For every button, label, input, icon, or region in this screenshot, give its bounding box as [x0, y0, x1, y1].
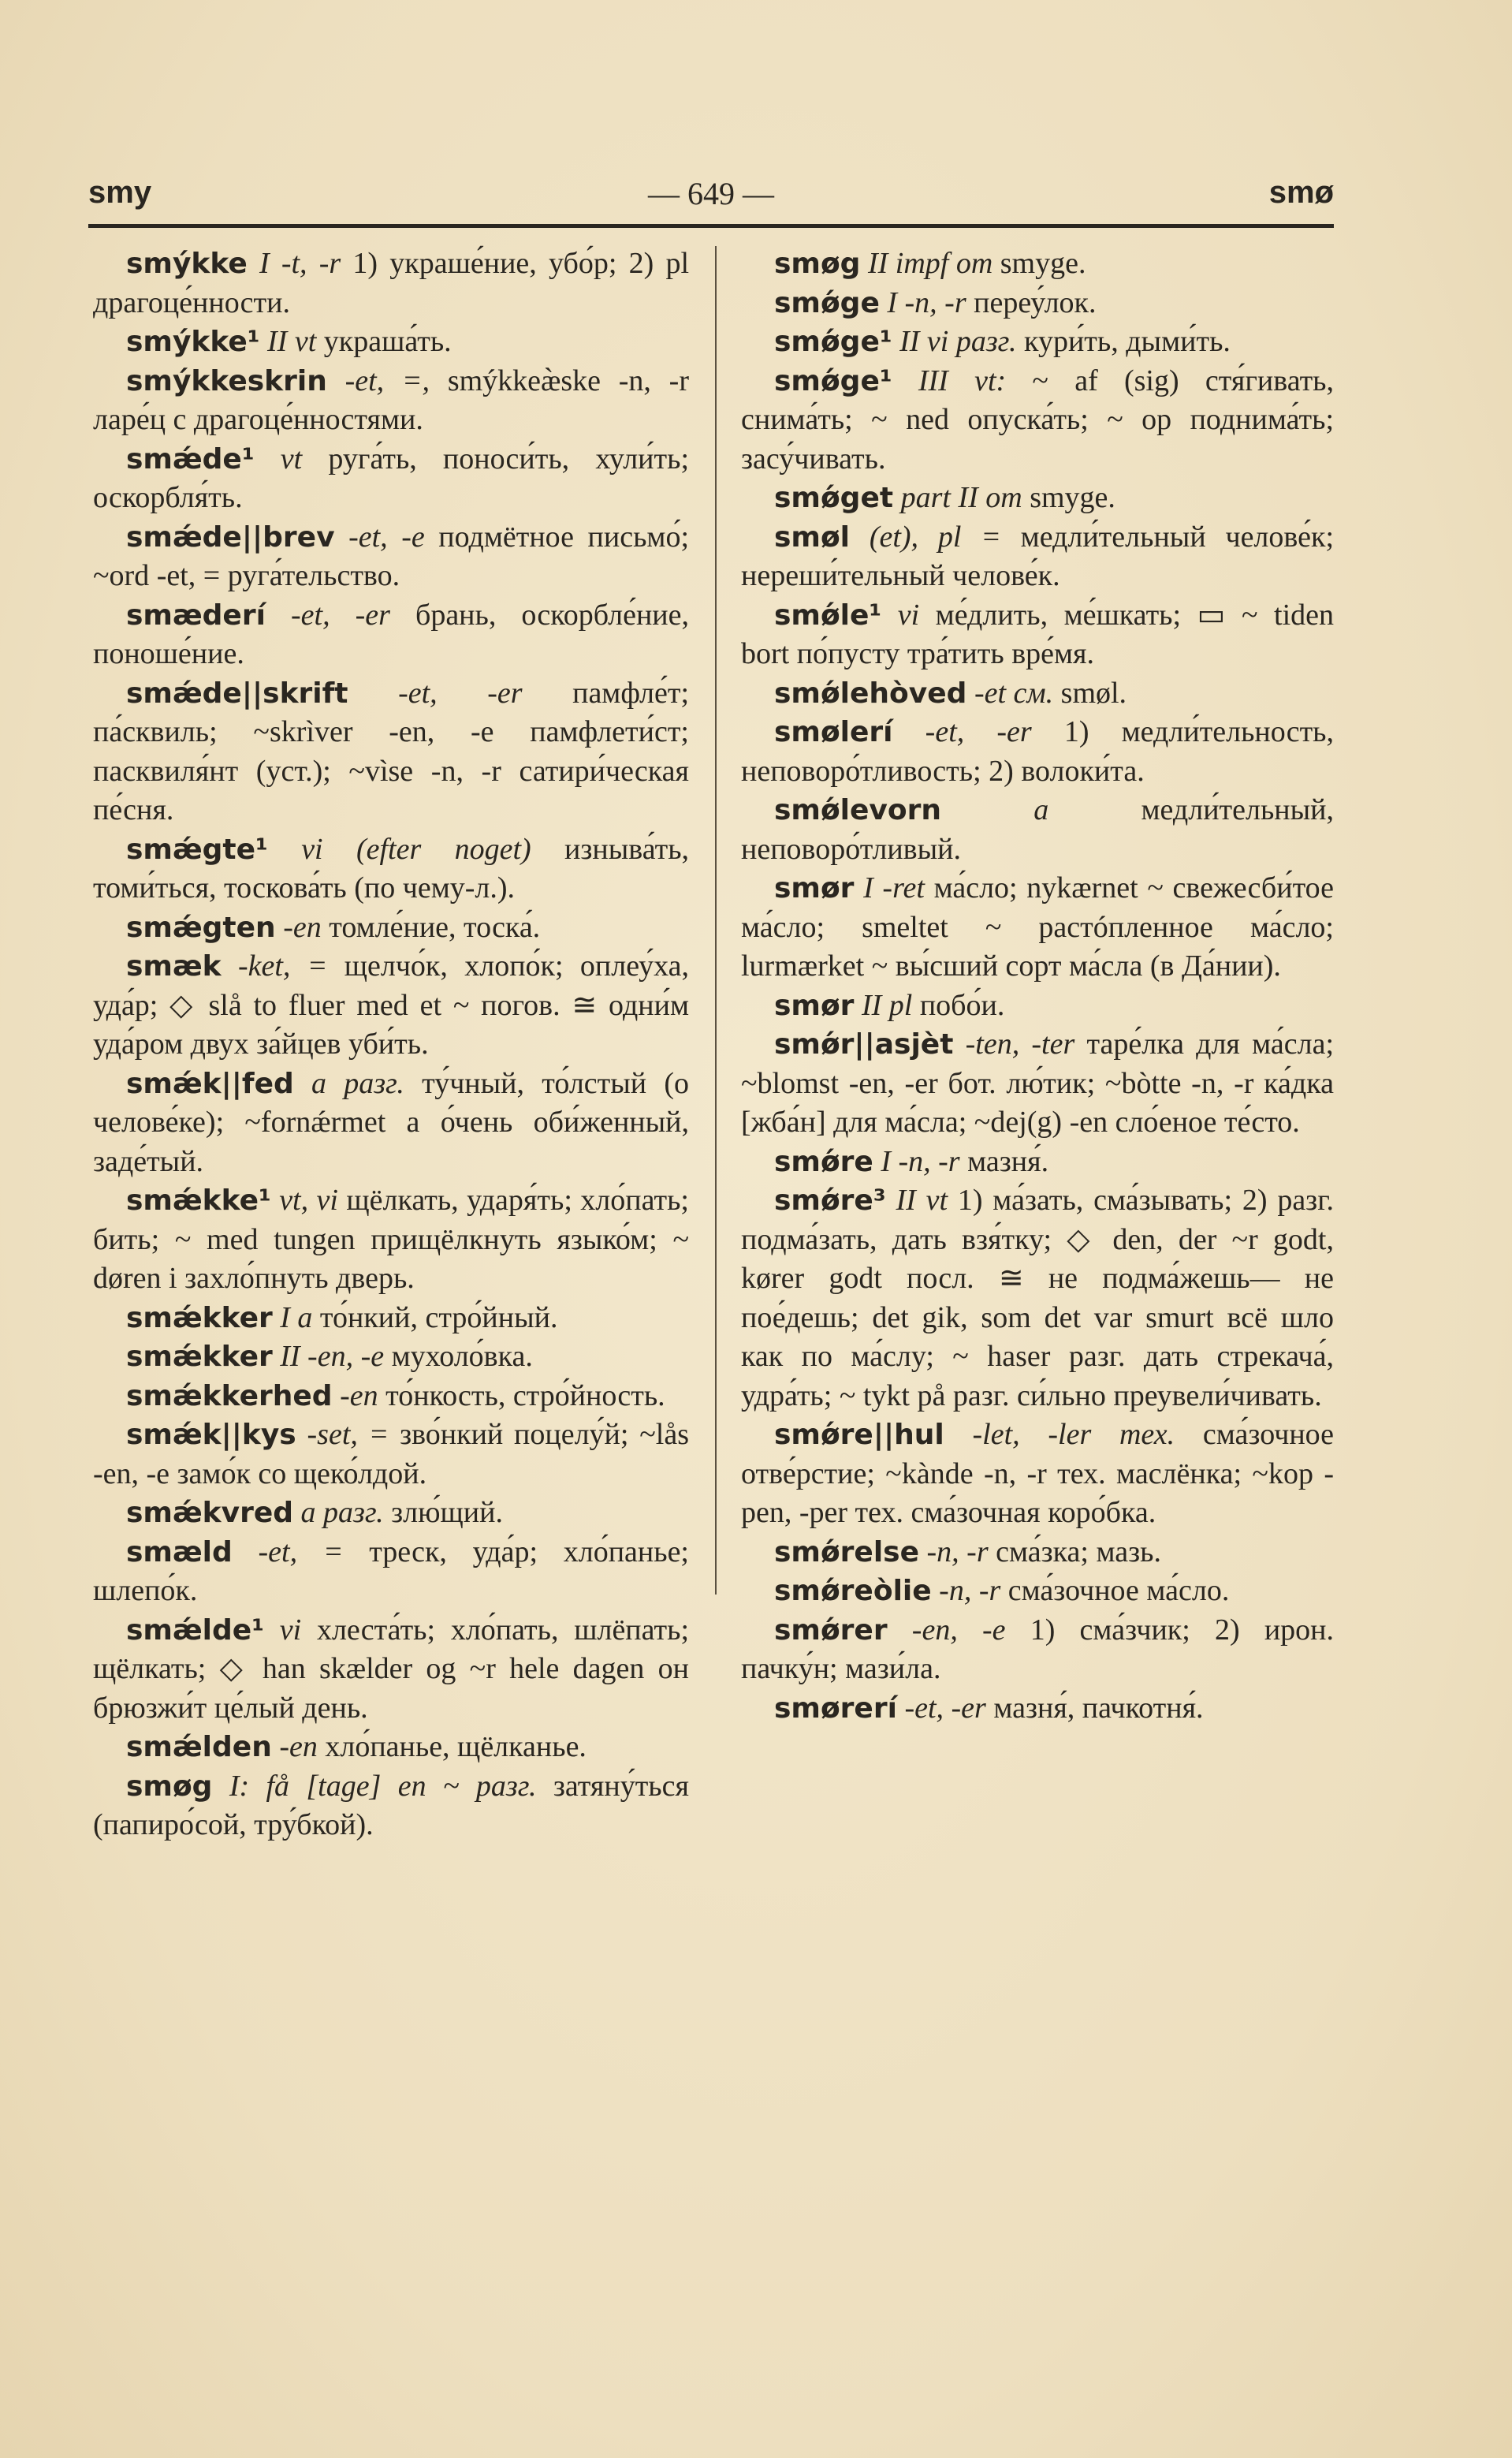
entry-translation: мазня́. [967, 1144, 1049, 1178]
entry-translation: украша́ть. [323, 325, 452, 358]
entry-translation: сма́зка; мазь. [996, 1535, 1161, 1568]
dictionary-entry [741, 674, 1334, 714]
dictionary-entry [93, 1181, 689, 1299]
entry-translation: медли́тельный челове́к; нереши́тельный челове́к. [741, 520, 1334, 592]
dictionary-entry [741, 791, 1334, 869]
dictionary-entry [93, 1767, 689, 1845]
entry-grammar: II vi разг. [899, 325, 1017, 358]
entry-grammar: -en [279, 1730, 318, 1763]
entry-grammar: -let, -ler тех. [972, 1418, 1175, 1451]
dictionary-entry [741, 1611, 1334, 1689]
entry-headword: smǽk||kys [126, 1419, 296, 1451]
dictionary-entry [93, 674, 689, 830]
dictionary-entry [93, 362, 689, 440]
entry-translation: сма́зочное ма́сло. [1007, 1574, 1230, 1607]
entry-translation: ту́чный, то́лстый (о челове́ке); ~fornǽrmet a о́чень оби́женный, заде́тый. [93, 1066, 690, 1178]
entry-grammar: -en [340, 1378, 378, 1412]
entry-headword: smøg [126, 1770, 213, 1803]
dictionary-entry [93, 596, 689, 674]
entry-headword: smýkke [126, 248, 248, 280]
entry-translation: smyge. [1030, 481, 1115, 514]
entry-grammar: vt [280, 442, 303, 476]
entry-grammar: I -t, -r [259, 247, 341, 280]
entry-grammar: I -n, -r [881, 1144, 960, 1178]
entry-grammar: -set, = [307, 1418, 389, 1451]
entry-headword: smǿget [774, 482, 894, 514]
entry-translation: 1) украше́ние, убо́р; 2) pl драгоце́нности. [93, 247, 690, 319]
dictionary-entry [741, 1533, 1334, 1572]
dictionary-entry [93, 1337, 689, 1377]
dictionary-entry [741, 1143, 1334, 1182]
entry-headword: smǿr||asjèt [774, 1028, 954, 1061]
entry-translation: то́нкий, стро́йный. [319, 1300, 558, 1334]
entry-translation: мазня́, пачкотня́. [993, 1691, 1204, 1725]
entry-headword: smǽlde¹ [126, 1613, 264, 1647]
header-right-guideword: smø [1268, 175, 1334, 210]
entry-grammar: vt, vi [279, 1184, 338, 1217]
dictionary-entry [93, 244, 689, 323]
dictionary-entry [741, 479, 1334, 518]
left-column [93, 244, 689, 1845]
entry-translation: хлеста́ть; хло́пать, шлёпать; щёлкать; ◇ han skælder og ~r hele dagen он брюзжи́т це́лый день. [93, 1613, 690, 1725]
entry-grammar: II vt [896, 1184, 948, 1217]
entry-grammar: II vt [267, 325, 317, 358]
dictionary-entry [741, 1025, 1334, 1143]
entry-headword: smǽde||skrift [126, 677, 348, 710]
entry-translation: ~ af (sig) стя́гивать, снима́ть; ~ ned опуска́ть; ~ op поднима́ть; засу́чивать. [741, 364, 1335, 476]
entry-headword: smǿlevorn [774, 794, 942, 826]
entry-grammar: -en [283, 910, 322, 944]
entry-headword: smǽk||fed [126, 1067, 294, 1100]
entry-grammar: a [1033, 793, 1049, 826]
entry-headword: smǽkvred [126, 1497, 294, 1529]
dictionary-entry [93, 323, 689, 362]
dictionary-entry [93, 518, 689, 596]
dictionary-entry [741, 1572, 1334, 1611]
entry-grammar: -et см. [974, 676, 1054, 710]
entry-translation: затяну́ться (папиро́сой, тру́бкой). [93, 1769, 689, 1841]
entry-translation: таре́лка для ма́сла; ~blomst -en, -er бот. лю́тик; ~bòtte -n, -r ка́дка [жба́н] для ма́сла; ~dej(g) -en сло́еное те́сто. [741, 1028, 1335, 1139]
entry-translation: переу́лок. [974, 285, 1097, 319]
dictionary-entry [93, 830, 689, 908]
dictionary-entry [741, 713, 1334, 791]
entry-grammar: -en, -e [911, 1613, 1006, 1647]
entry-translation: smøl. [1060, 676, 1127, 710]
column-divider [715, 246, 717, 1595]
entry-headword: smǿge [774, 286, 880, 319]
entry-translation: хло́панье, щёлканье. [325, 1730, 587, 1763]
dictionary-entry [93, 1299, 689, 1338]
entry-translation: томле́ние, тоска́. [329, 910, 541, 944]
entry-translation: smyge. [1000, 247, 1086, 280]
entry-headword: smǽde||brev [126, 520, 335, 554]
dictionary-entry [93, 1728, 689, 1767]
entry-translation: побо́и. [919, 988, 1005, 1022]
dictionary-entry [93, 1611, 689, 1729]
entry-grammar: -et, -er [925, 715, 1032, 748]
dictionary-entry [741, 1415, 1334, 1533]
entry-headword: smǿrer [774, 1613, 888, 1647]
page-number: — 649 — [648, 176, 774, 211]
entry-translation: сма́зочное отве́рстие; ~kànde -n, -r тех. маслёнка; ~kop -pen, -per тех. сма́зочная коро́бка. [741, 1418, 1335, 1529]
entry-grammar: -et, -er [398, 676, 523, 710]
entry-translation: smýkkeæ̀ske -n, -r ларе́ц с драгоце́нностями. [93, 364, 689, 436]
entry-grammar: -ket, = [237, 949, 328, 983]
entry-headword: smæderí [126, 599, 266, 632]
entry-grammar: I a [280, 1300, 313, 1334]
dictionary-entry [93, 1494, 689, 1533]
dictionary-entry [741, 284, 1334, 323]
entry-headword: smør [774, 989, 855, 1022]
entry-headword: smølerí [774, 716, 893, 748]
dictionary-entry [93, 1533, 689, 1611]
entry-headword: smǿge¹ [774, 364, 892, 397]
entry-translation: изныва́ть, томи́ться, тоскова́ть (по чему-л.). [93, 832, 690, 904]
entry-grammar: -n, -r [939, 1574, 1001, 1607]
dictionary-entry [741, 1181, 1334, 1415]
entry-grammar: II -en, -e [280, 1340, 385, 1373]
dictionary-entry [93, 1415, 689, 1494]
right-column [741, 244, 1334, 1728]
entry-headword: smǿreòlie [774, 1575, 932, 1607]
entry-headword: smǿlehòved [774, 677, 967, 710]
entry-headword: smøg [774, 248, 861, 280]
entry-translation: мухоло́вка. [391, 1340, 533, 1373]
dictionary-entry [741, 596, 1334, 674]
entry-headword: smǿre³ [774, 1184, 886, 1217]
entry-grammar: I: få [tage] en ~ разг. [229, 1769, 537, 1803]
entry-grammar: I -ret [863, 871, 925, 904]
entry-headword: smǽgte¹ [126, 833, 268, 866]
entry-headword: smør [774, 872, 855, 904]
entry-translation: брань, оскорбле́ние, поноше́ние. [93, 598, 689, 670]
entry-grammar: -n, -r [926, 1535, 989, 1568]
entry-headword: smørerí [774, 1692, 897, 1725]
entry-grammar: part II om [900, 481, 1022, 514]
entry-headword: smǿrelse [774, 1535, 920, 1568]
entry-translation: щелчо́к, хлопо́к; оплеу́ха, уда́р; ◇ slå to fluer med et ~ погов. ≅ одни́м уда́ром двух за́йцев уби́ть. [93, 949, 689, 1061]
entry-grammar: a разг. [311, 1066, 404, 1100]
entry-grammar: a разг. [300, 1496, 384, 1529]
entry-headword: smýkke¹ [126, 326, 260, 358]
entry-translation: зво́нкий поцелу́й; ~lås -en, -e замо́к со щеко́лдой. [93, 1418, 689, 1490]
entry-translation: то́нкость, стро́йность. [385, 1378, 665, 1412]
entry-translation: подмётное письмо́; ~ord -et, = руга́тельство. [93, 520, 690, 592]
entry-headword: smǿre [774, 1145, 873, 1178]
entry-grammar: -et, -e [348, 520, 425, 554]
entry-translation: руга́ть, поноси́ть, хули́ть; оскорбля́ть. [93, 442, 690, 514]
entry-translation: треск, уда́р; хло́панье; шлепо́к. [93, 1535, 689, 1607]
dictionary-entry [93, 1377, 689, 1416]
entry-headword: smæld [126, 1535, 233, 1568]
entry-headword: smǽkke¹ [126, 1184, 271, 1217]
dictionary-entry [741, 987, 1334, 1026]
entry-headword: smǽgten [126, 911, 276, 944]
entry-grammar: vi [897, 598, 920, 632]
entry-translation: злю́щий. [391, 1496, 503, 1529]
entry-headword: smýkkeskrin [126, 364, 327, 397]
entry-grammar: -ten, -ter [965, 1028, 1075, 1061]
entry-translation: щёлкать, ударя́ть; хло́пать; бить; ~ med tungen прищёлкнуть языко́м; ~ døren i захло́пнуть дверь. [93, 1184, 689, 1295]
entry-translation: ма́сло; nykærnet ~ свежесби́тое ма́сло; smeltet ~ растóпленное ма́сло; lurmærket ~ вы́сший сорт ма́сла (в Да́нии). [741, 871, 1335, 983]
entry-translation: памфле́т; па́сквиль; ~skrìver -en, -e памфлети́ст; пасквиля́нт (уст.); ~vìse -n, -r сатири́ческая пе́сня. [93, 676, 690, 826]
entry-headword: smǿge¹ [774, 326, 892, 358]
entry-grammar: III vt: [918, 364, 1007, 397]
entry-headword: smǿre||hul [774, 1419, 944, 1451]
entry-headword: smǿle¹ [774, 599, 882, 632]
entry-headword: smæk [126, 950, 222, 983]
entry-headword: smǽkkerhed [126, 1379, 333, 1412]
entry-grammar: vi (efter noget) [301, 832, 531, 866]
dictionary-entry [741, 244, 1334, 284]
entry-translation: 1) медли́тельность, неповоро́тливость; 2) волоки́та. [741, 715, 1335, 788]
header-rule [88, 224, 1334, 228]
header-left-guideword: smy [88, 175, 152, 210]
dictionary-entry [93, 440, 689, 518]
dictionary-entry [93, 947, 689, 1065]
page-header [88, 175, 1334, 222]
dictionary-entry [741, 362, 1334, 479]
dictionary-entry [741, 323, 1334, 362]
entry-grammar: II pl [861, 988, 913, 1022]
entry-grammar: I -n, -r [887, 285, 966, 319]
entry-grammar: -et, -er [904, 1691, 986, 1725]
entry-headword: smǽlden [126, 1731, 272, 1763]
entry-grammar: -et, =, [344, 364, 430, 397]
dictionary-entry [93, 908, 689, 948]
entry-translation: кури́ть, дыми́ть. [1024, 325, 1231, 358]
entry-grammar: -et, -er [291, 598, 390, 632]
entry-grammar: (et), pl = [869, 520, 1001, 554]
entry-grammar: -et, = [258, 1535, 344, 1568]
entry-grammar: II impf om [867, 247, 993, 280]
entry-headword: smøl [774, 520, 851, 554]
entry-grammar: vi [279, 1613, 302, 1647]
entry-headword: smǽkker [126, 1301, 273, 1334]
dictionary-entry [741, 1689, 1334, 1729]
entry-headword: smǽde¹ [126, 442, 255, 476]
dictionary-entry [93, 1065, 689, 1182]
entry-translation: медли́тельный, неповоро́тливый. [741, 793, 1334, 866]
entry-headword: smǽkker [126, 1341, 273, 1373]
entry-translation: 1) ма́зать, сма́зывать; 2) разг. подма́зать, дать взя́тку; ◇ den, der ~r godt, kører godt посл. ≅ не подма́жешь— не пое́дешь; det gik, som det var smurt всё шло как по ма́слу; ~ haser разг. дать стрекача́, удра́ть; ~ tykt på разг. си́льно преувели́чивать. [741, 1184, 1334, 1412]
dictionary-entry [741, 869, 1334, 987]
entry-translation: ме́длить, ме́шкать; ▭ ~ tiden bort по́пусту тра́тить вре́мя. [741, 598, 1334, 670]
dictionary-entry [741, 518, 1334, 596]
entry-translation: 1) сма́зчик; 2) ирон. пачку́н; мази́ла. [741, 1613, 1334, 1685]
